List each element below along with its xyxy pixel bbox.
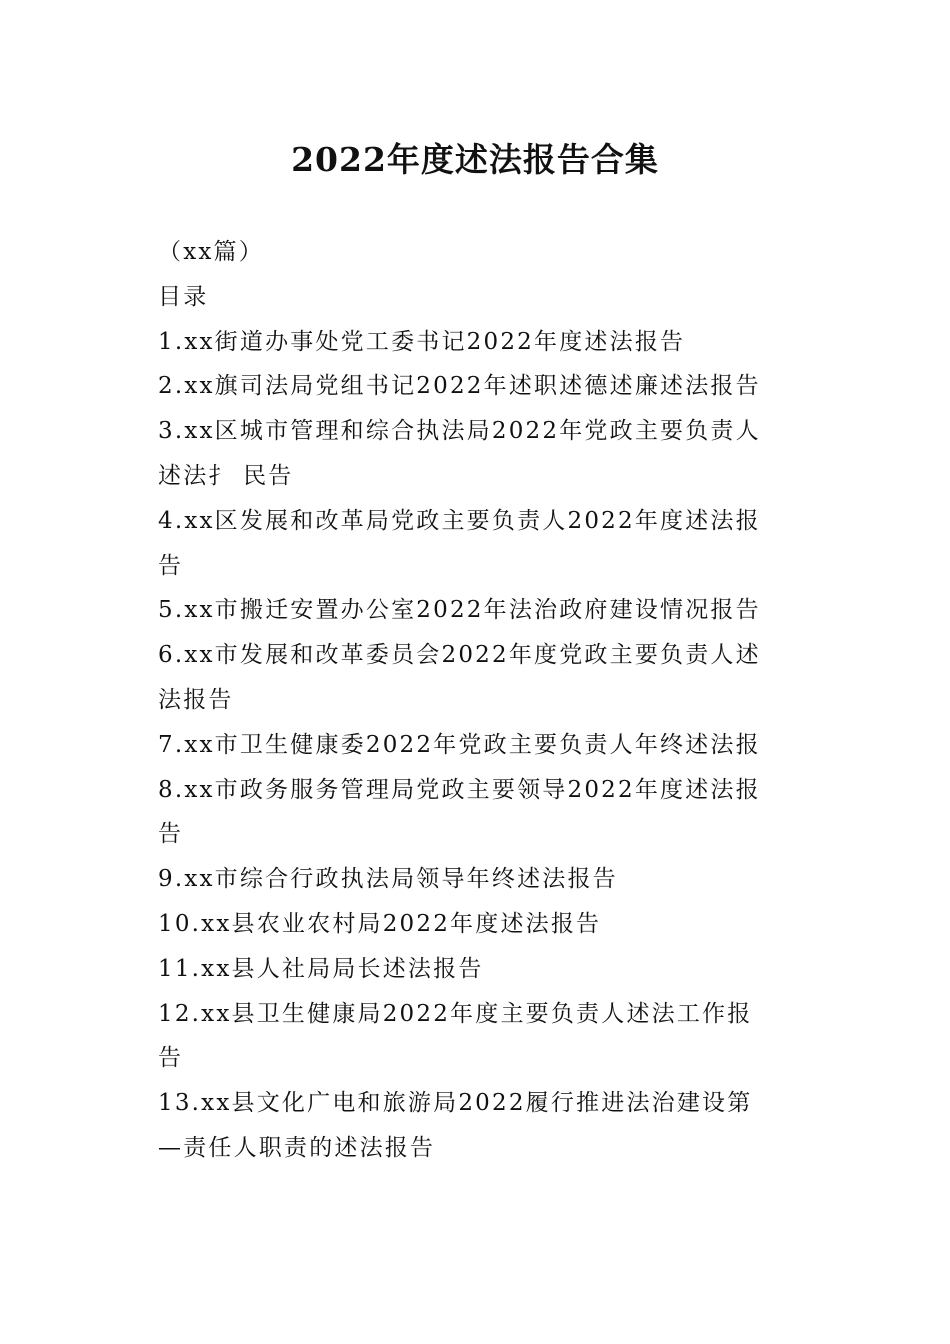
toc-line: 8.xx市政务服务管理局党政主要领导2022年度述法报 bbox=[158, 776, 761, 803]
toc-line: 述法扌 民告 bbox=[158, 462, 294, 489]
toc-line: 2.xx旗司法局党组书记2022年述职述德述廉述法报告 bbox=[158, 373, 761, 400]
toc-line: 4.xx区发展和改革局党政主要负责人2022年度述法报 bbox=[158, 507, 761, 534]
toc-line: 5.xx市搬迁安置办公室2022年法治政府建设情况报告 bbox=[158, 597, 761, 624]
toc-line: 告 bbox=[158, 552, 184, 579]
document-body bbox=[158, 230, 768, 1171]
toc-line: 7.xx市卫生健康委2022年党政主要负责人年终述法报 bbox=[158, 731, 761, 758]
subtitle: （xx篇） bbox=[158, 239, 264, 265]
toc-line: 10.xx县农业农村局2022年度述法报告 bbox=[158, 910, 602, 937]
toc-line: 9.xx市综合行政执法局领导年终述法报告 bbox=[158, 866, 618, 893]
toc-line: 告 bbox=[158, 821, 184, 848]
toc-line: 法报告 bbox=[158, 686, 234, 713]
toc-line: 1.xx街道办事处党工委书记2022年度述法报告 bbox=[158, 328, 686, 355]
toc-line: 6.xx市发展和改革委员会2022年度党政主要负责人述 bbox=[158, 642, 761, 669]
toc-line: 12.xx县卫生健康局2022年度主要负责人述法工作报 bbox=[158, 1000, 753, 1027]
toc-line: —责任人职责的述法报告 bbox=[158, 1134, 436, 1161]
toc-line: 13.xx县文化广电和旅游局2022履行推进法治建设第 bbox=[158, 1090, 753, 1117]
toc-heading: 目录 bbox=[158, 283, 209, 310]
toc-line: 告 bbox=[158, 1045, 184, 1072]
toc-line: 11.xx县人社局局长述法报告 bbox=[158, 955, 484, 982]
toc-line: 3.xx区城市管理和综合执法局2022年党政主要负责人 bbox=[158, 418, 761, 445]
document-title: 2022年度述法报告合集 bbox=[291, 140, 659, 179]
